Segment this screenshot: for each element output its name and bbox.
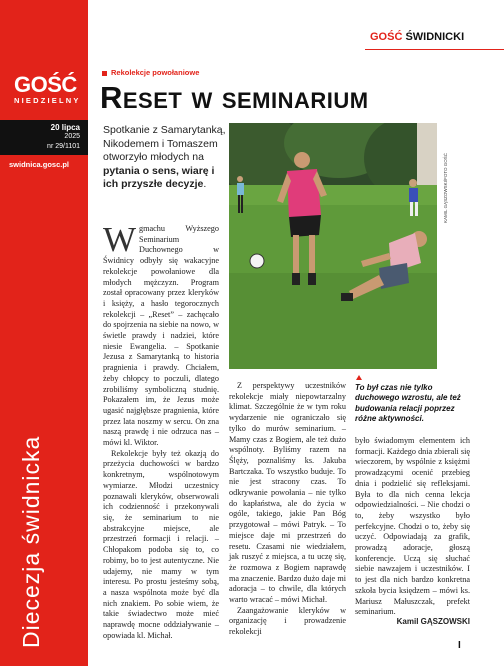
photo-caption: To był czas nie tylko duchowego wzrostu, ale też budowania relacji poprzez różne aktywności.: [355, 383, 461, 424]
article-author: Kamil GĄSZOWSKI: [396, 617, 470, 626]
supplement-title-rest: ŚWIDNICKI: [402, 31, 465, 43]
paragraph: Rekolekcje były też okazją do przeżycia duchowości w bardzo konkretnym, wspólnotowym wymiarze. Młodzi uczestnicy poznawali kleryków, obserwowali ich codzienność i przekonywali się, że seminarium to nie abstrakcyjne miejsce, ale przestrzeń formacji i relacji. – Chłopakom podoba się to, co robimy, bo to jest autentyczne. Nie udajemy, nie mamy w tym interesu. Po prostu jesteśmy sobą, a nasza wspólnota może być dla nich znakiem. Po sobie wiem, że takie świadectwo może mieć naprawdę mocne oddziaływanie – opowiada kl. Michał.: [103, 448, 219, 640]
drop-cap: W: [103, 220, 137, 259]
issue-number: nr 29/1101: [47, 143, 80, 150]
magazine-logo-subtitle: NIEDZIELNY: [14, 96, 81, 105]
article-column-3: [355, 436, 470, 618]
lead-end: .: [203, 178, 207, 191]
paragraph: Zaangażowanie kleryków w organizację i prowadzenie rekolekcji: [229, 605, 346, 637]
supplement-title: [370, 31, 464, 43]
issue-year: 2025: [64, 133, 80, 140]
article-headline: Reset w seminarium: [100, 80, 369, 115]
issue-date: 20 lipca: [50, 123, 80, 132]
paragraph: [103, 220, 219, 449]
paragraph: Z perspektywy uczestników rekolekcje miały niepowtarzalny klimat. Szczególnie że w tym roku wydarzenie nie ograniczało się tylko do murów seminarium. – Mamy czas z Bogiem, ale też dużo wspólnoty. Byliśmy razem na Ślęży, poznaliśmy ks. Jakuba Bartczaka. To wszystko buduje. To nie jest stracony czas. To odkrywanie powołania – nie tylko do kapłaństwa, ale do życia w ogóle, takiego, jakie Pan Bóg przygotował – mówi Patryk. – To miejsce daje mi przestrzeń do resetu. Czasami nie wiedziałem, jak ruszyć z miejsca, a tu uczę się, że rozmowa z Bogiem naprawdę ma znaczenie. Bardzo dużo daje mi adoracja – to chwile, dla których warto wracać – mówi Michał.: [229, 381, 346, 605]
photo-credit: [443, 123, 451, 223]
article-column-2: [229, 381, 346, 638]
photo-football-players: [229, 123, 437, 369]
supplement-title-accent: GOŚĆ: [370, 31, 403, 43]
kicker-square-icon: [102, 71, 107, 76]
section-vertical-title: Diecezja świdnicka: [18, 435, 44, 648]
caption-triangle-icon: [356, 375, 362, 380]
magazine-logo: GOŚĆ: [14, 72, 77, 97]
lead-text: Spotkanie z Samarytanką, Nikodemem i Tomaszem otworzyło młodych na: [103, 124, 226, 164]
header-divider: [365, 49, 504, 50]
article-kicker: Rekolekcje powołaniowe: [111, 68, 200, 77]
article-column-1: [103, 220, 219, 641]
paragraph: było świadomym elementem ich formacji. Każdego dnia zbierali się wieczorem, by wspólnie z księżmi prowadzącymi ocenić przebieg dnia i podzielić się refleksjami. Była to dla nich cenna lekcja odpowiedzialności. – Nie chodzi o to, żeby wszystko było perfekcyjne. Chodzi o to, żeby się uczyć. Odpowiadają za grafik, prowadzą adoracje, głoszą konferencje. Uczą się słuchać siebie nawzajem i uczestników. I to jest dla nich bardzo konkretna szkoła bycia księdzem – mówi ks. Mariusz Małuszczak, prefekt seminarium.: [355, 436, 470, 617]
article-lead: [103, 124, 229, 192]
article-photo: [229, 123, 437, 369]
paragraph-text: gmachu Wyższego Seminarium Duchownego w Świdnicy odbyły się wakacyjne rekolekcje powołaniowe dla młodych mężczyzn. Program został opracowany przez kleryków i księży, a hasło tegorocznych rekolekcji – „Reset” – zachęcało do spojrzenia na siebie na nowo, w świetle prawdy i nadziei, które niesie Ewangelia. – Spotkanie Jezusa z Samarytanką to historia pragnienia i prawdy. Chciałem, żeby chłopcy to poczuli, dlatego zrobiliśmy symboliczną studnię. Pokazałem im, że Jezus może ugasić najgłębsze pragnienia, które przez lata noszmy w sercu. On zna naszą prawdę i nie odrzuca nas – mówi kl. Wiktor.: [103, 224, 219, 448]
lead-bold-text: pytania o sens, wiarę i ich przyszłe decyzje: [103, 164, 215, 191]
page-number: I: [458, 640, 461, 651]
website-link[interactable]: swidnica.gosc.pl: [9, 160, 70, 169]
photo-credit-text: KAMIL GĄSZOWSKI/FOTO GOŚĆ: [443, 152, 448, 223]
